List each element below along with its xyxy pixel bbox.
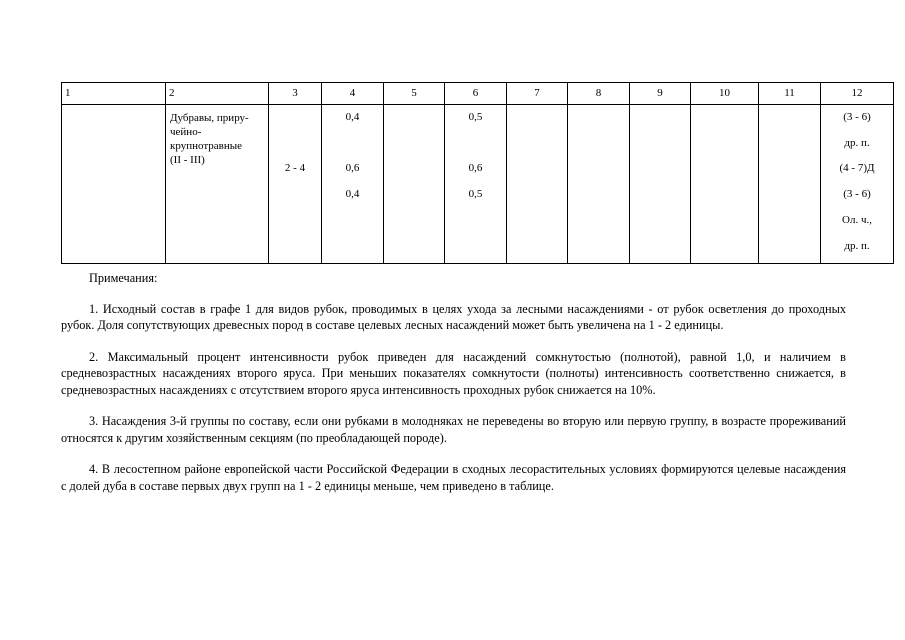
forest-table bbox=[61, 82, 894, 264]
col12-value: др. п. bbox=[844, 137, 870, 149]
cell-composition bbox=[62, 105, 166, 264]
col12-value: Ол. ч., bbox=[842, 214, 872, 226]
note-3: 3. Насаждения 3-й группы по составу, если они рубками в молодняках не переведены во вторую или первую группу, в возрасте прореживаний относятся к другим хозяйственным секциям (по преобладающей породе). bbox=[61, 414, 846, 445]
notes-section bbox=[61, 270, 846, 509]
header-cell-10: 10 bbox=[691, 83, 759, 105]
col12-value: (4 - 7)Д bbox=[839, 162, 875, 174]
cell-col8 bbox=[568, 105, 630, 264]
col6-value: 0,6 bbox=[468, 162, 483, 174]
cell-col12 bbox=[821, 105, 894, 264]
header-cell-5: 5 bbox=[384, 83, 445, 105]
table-header-row bbox=[62, 83, 894, 105]
cell-col9 bbox=[630, 105, 691, 264]
col4-value: 0,6 bbox=[345, 162, 360, 174]
cell-col10 bbox=[691, 105, 759, 264]
header-cell-7: 7 bbox=[507, 83, 568, 105]
cell-col6 bbox=[445, 105, 507, 264]
header-cell-2: 2 bbox=[166, 83, 269, 105]
table-row bbox=[62, 105, 894, 264]
note-2: 2. Максимальный процент интенсивности рубок приведен для насаждений сомкнутостью (полнотой), равной 1,0, и наличием в средневозрастных насаждениях второго яруса. При меньших показателях сомкнутости (полноты) интенсивность соответственно снижается, в средневозрастных насаждениях с отсутствием второго яруса интенсивность проходных рубок снижается на 10%. bbox=[61, 349, 846, 397]
col3-value: 2 - 4 bbox=[284, 162, 306, 174]
col12-value: (3 - 6) bbox=[843, 111, 871, 123]
note-4: 4. В лесостепном районе европейской части Российской Федерации в сходных лесорастительных условиях формируются целевые насаждения с долей дуба в составе первых двух групп на 1 - 2 единицы меньше, чем приведено в таблице. bbox=[61, 462, 846, 493]
note-1: 1. Исходный состав в графе 1 для видов рубок, проводимых в целях ухода за лесными насаждениями - от рубок осветления до проходных рубок. Доля сопутствующих древесных пород в составе целевых лесных насаждений может быть увеличена на 1 - 2 единицы. bbox=[61, 301, 846, 332]
cell-col5 bbox=[384, 105, 445, 264]
notes-title: Примечания: bbox=[89, 271, 158, 285]
header-cell-3: 3 bbox=[269, 83, 322, 105]
cell-col3 bbox=[269, 105, 322, 264]
cell-col11 bbox=[759, 105, 821, 264]
forest-type-label: Дубравы, приру- чейно- крупнотравные (II - III) bbox=[170, 112, 249, 166]
header-cell-11: 11 bbox=[759, 83, 821, 105]
cell-col4 bbox=[322, 105, 384, 264]
header-cell-1: 1 bbox=[62, 83, 166, 105]
cell-col7 bbox=[507, 105, 568, 264]
header-cell-4: 4 bbox=[322, 83, 384, 105]
header-cell-8: 8 bbox=[568, 83, 630, 105]
col12-value: др. п. bbox=[844, 240, 870, 252]
col4-value: 0,4 bbox=[345, 188, 360, 200]
header-cell-9: 9 bbox=[630, 83, 691, 105]
col6-value: 0,5 bbox=[468, 111, 483, 123]
cell-forest-type bbox=[166, 105, 269, 264]
header-cell-6: 6 bbox=[445, 83, 507, 105]
col4-value: 0,4 bbox=[345, 111, 360, 123]
col12-value: (3 - 6) bbox=[843, 188, 871, 200]
col6-value: 0,5 bbox=[468, 188, 483, 200]
header-cell-12: 12 bbox=[821, 83, 894, 105]
